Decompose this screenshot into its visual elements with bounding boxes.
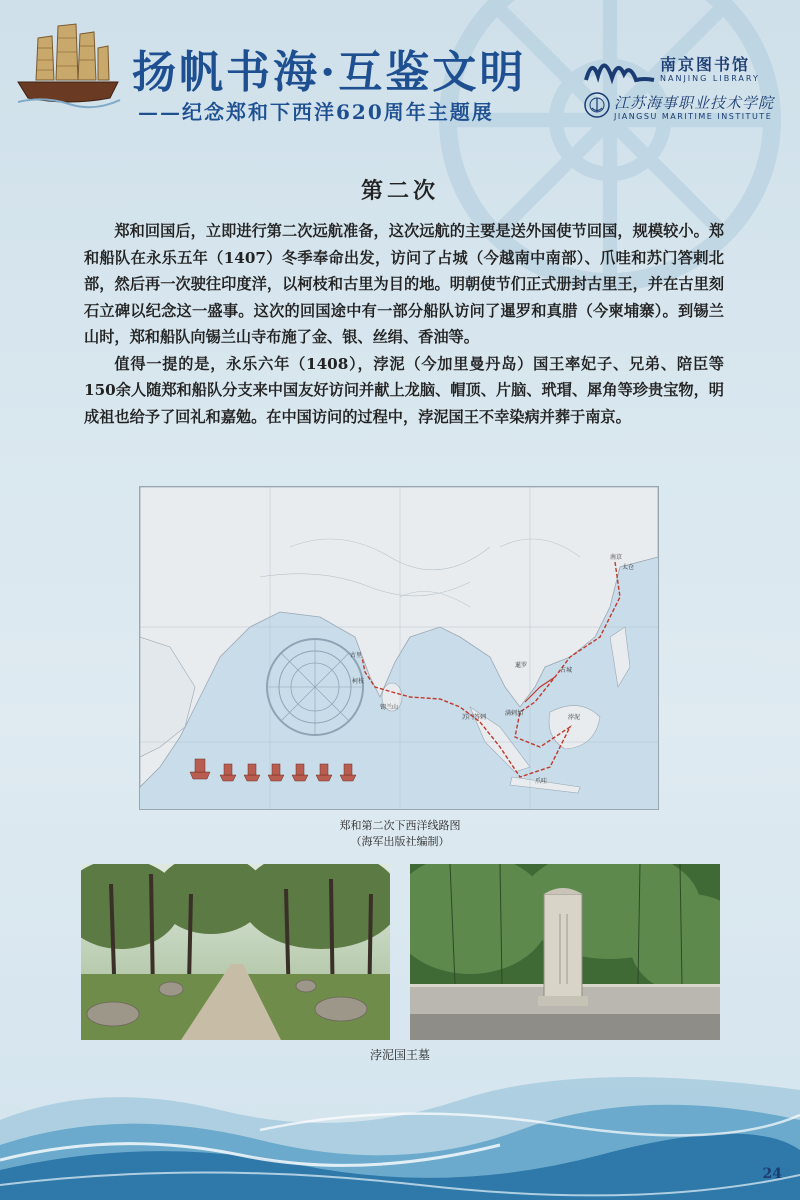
- map-label: 满剌加: [505, 710, 524, 717]
- map-caption: [0, 818, 800, 850]
- college-name-cn: 江苏海事职业技术学院: [614, 94, 775, 112]
- map-label: 浡泥: [568, 714, 581, 721]
- map-label: 南京: [610, 554, 623, 561]
- voyage-route-map: [139, 486, 659, 810]
- college-name-en: JIANGSU MARITIME INSTITUTE: [614, 112, 773, 121]
- treasure-ship-icon: [14, 18, 124, 113]
- exhibition-subtitle: ——纪念郑和下西洋620周年主题展: [138, 100, 494, 124]
- exhibition-title: 扬帆书海·互鉴文明: [132, 47, 527, 98]
- map-label: 太仓: [622, 564, 635, 571]
- map-label: 爪哇: [535, 778, 548, 785]
- library-name-cn: 南京图书馆: [660, 55, 751, 74]
- map-label: 占城: [560, 667, 573, 674]
- map-label: 苏门答剌: [462, 714, 487, 721]
- compass-rose-icon: [267, 639, 363, 735]
- map-label: 锡兰山: [380, 704, 399, 711]
- page-number: 24: [762, 1166, 782, 1182]
- map-caption-title: 郑和第二次下西洋线路图: [339, 819, 461, 832]
- map-caption-source: （海军出版社编制）: [350, 835, 450, 848]
- section-body: [84, 218, 724, 430]
- library-name-en: NANJING LIBRARY: [660, 74, 760, 83]
- tomb-stele-photo: [410, 864, 720, 1040]
- maritime-institute-seal-icon: [584, 92, 610, 118]
- paragraph: 郑和回国后，立即进行第二次远航准备，这次远航的主要是送外国使节回国，规模较小。郑和船队在永乐五年（1407）冬季奉命出发，访问了占城（今越南中南部）、爪哇和苏门答剌北部，然后再一次驶往印度洋，以柯枝和古里为目的地。明朝使节们正式册封古里王，并在古里刻石立碑以纪念这一盛事。这次的回国途中有一部分船队访问了暹罗和真腊（今柬埔寨）。到锡兰山时，郑和船队向锡兰山寺布施了金、银、丝绢、香油等。: [84, 222, 724, 346]
- photo-caption: 浡泥国王墓: [369, 1048, 430, 1062]
- paragraph: 值得一提的是，永乐六年（1408），浡泥（今加里曼丹岛）国王率妃子、兄弟、陪臣等150余人随郑和船队分支来中国友好访问并献上龙脑、帽顶、片脑、玳瑁、犀角等珍贵宝物，明成祖也给予了回礼和嘉勉。在中国访问的过程中，浡泥国王不幸染病并葬于南京。: [84, 354, 724, 426]
- header: [0, 0, 800, 140]
- map-label: 柯枝: [352, 678, 365, 685]
- tomb-path-photo: [81, 864, 390, 1040]
- map-label: 暹罗: [515, 662, 528, 669]
- map-label: 古里: [350, 652, 363, 659]
- section-title: 第二次: [360, 178, 439, 204]
- wave-decoration: [0, 1060, 800, 1200]
